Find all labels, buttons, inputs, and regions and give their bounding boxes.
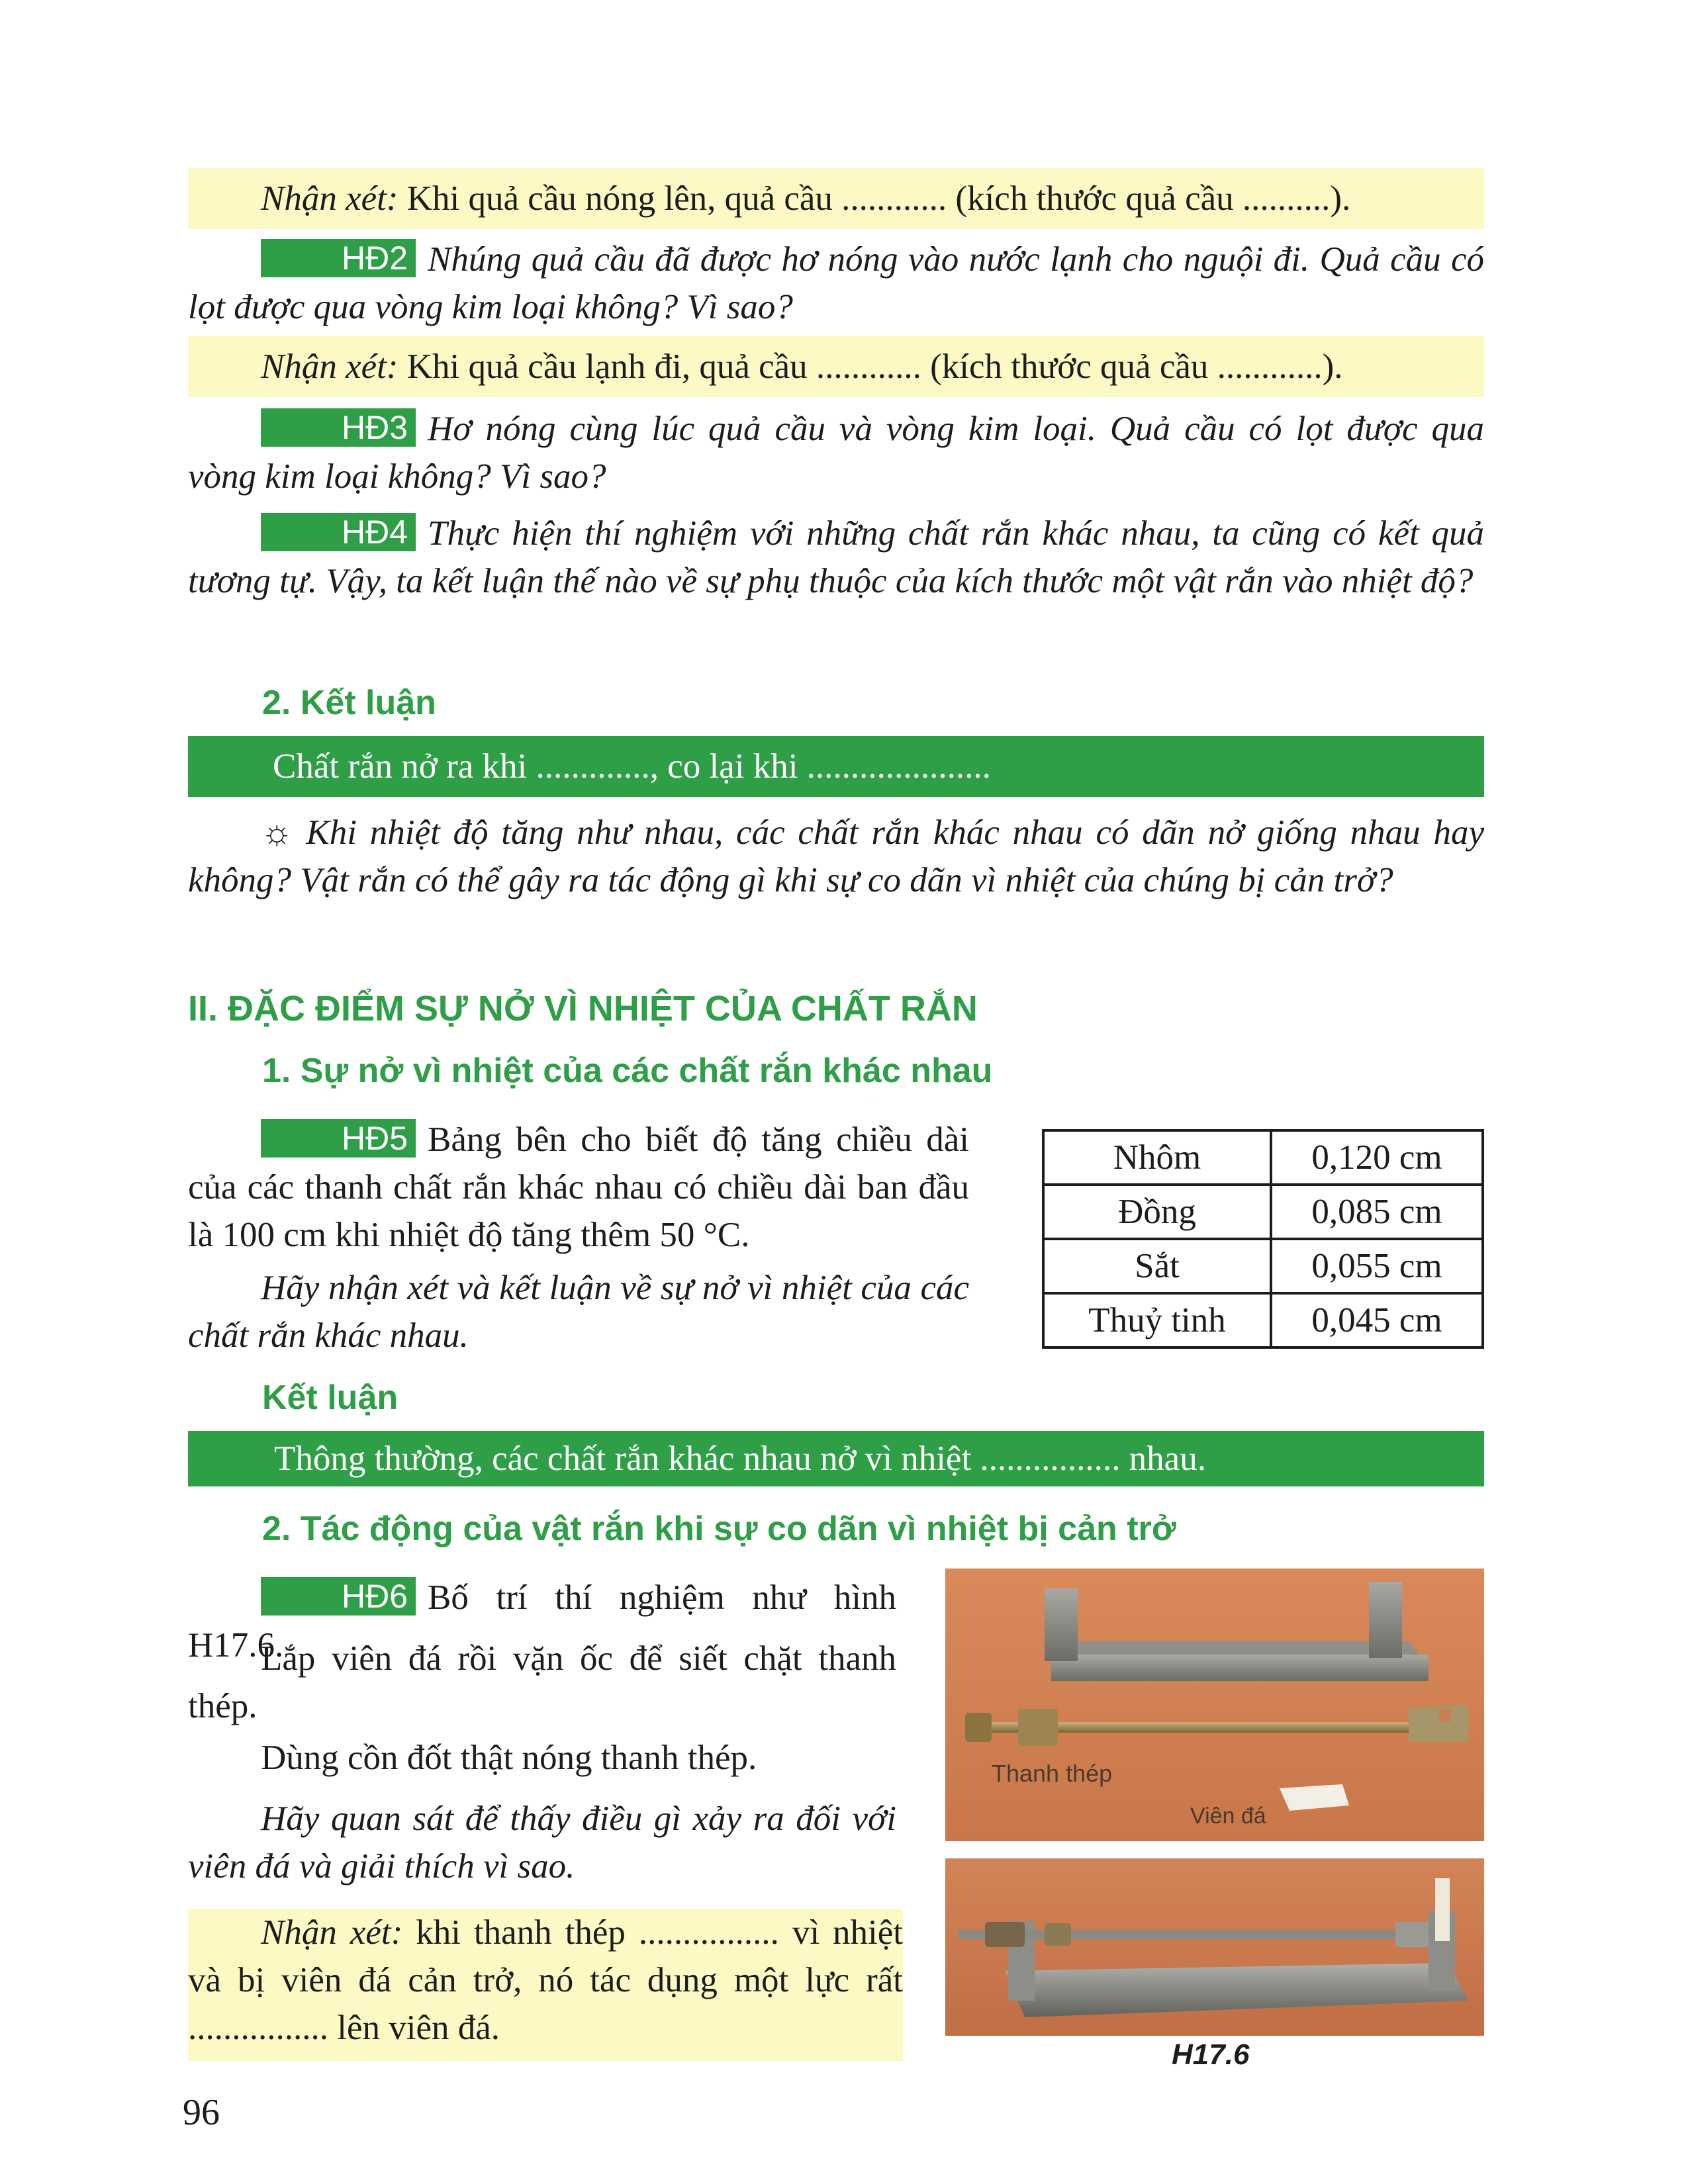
note-cold-ball [188,336,1484,397]
material-cell: Đồng [1043,1185,1271,1239]
table-row [1043,1130,1483,1185]
question-text: Khi nhiệt độ tăng như nhau, các chất rắn khác nhau có dãn nở giống nhau hay không? Vật rắn có thể gây ra tác động gì khi sự co dãn vì nhiệt của chúng bị cản trở? [188,813,1484,899]
sun-icon: ☼ [261,813,293,852]
value-cell: 0,055 cm [1271,1239,1483,1293]
material-cell: Nhôm [1043,1130,1271,1185]
hd5-text: Bảng bên cho biết độ tăng chiều dài của các thanh chất rắn khác nhau có chiều dài ban đầu là 100 cm khi nhiệt độ tăng thêm 50 °C. [188,1120,969,1254]
hd6-step2: Dùng cồn đốt thật nóng thanh thép. [261,1739,757,1777]
heading-conclusion-2: 2. Kết luận [262,684,436,722]
conclusion-bar-1: Chất rắn nở ra khi ............., co lại khi ..................... [188,736,1484,797]
table-row [1043,1293,1483,1347]
note-hot-ball [188,168,1484,229]
photo-apparatus-assembled [945,1858,1484,2036]
section-title: II. ĐẶC ĐIỂM SỰ NỞ VÌ NHIỆT CỦA CHẤT RẮN [188,989,978,1028]
hd2-text: Nhúng quả cầu đã được hơ nóng vào nước lạnh cho nguội đi. Quả cầu có lọt được qua vòng kim loại không? Vì sao? [188,240,1484,326]
material-cell: Sắt [1043,1239,1271,1293]
note-label: Nhận xét: [261,179,399,218]
hd6-step1: Lắp viên đá rồi vặn ốc để siết chặt thanh thép. [188,1639,896,1725]
heading-conclusion: Kết luận [262,1379,399,1417]
figure-caption: H17.6 [1172,2038,1250,2071]
hd6-question: Hãy quan sát để thấy điều gì xảy ra đối với viên đá và giải thích vì sao. [188,1799,896,1886]
hd6-badge: HĐ6 [261,1577,416,1615]
hd5-badge: HĐ5 [261,1119,416,1158]
label-steel-rod: Thanh thép [992,1760,1113,1787]
value-cell: 0,120 cm [1271,1130,1483,1185]
table-row [1043,1239,1483,1293]
subheading-1: 1. Sự nở vì nhiệt của các chất rắn khác nhau [262,1052,993,1090]
note-text: Khi quả cầu nóng lên, quả cầu ............ (kích thước quả cầu ..........). [398,179,1351,218]
hd6-text: Bố trí thí nghiệm như hình H17.6. [188,1578,896,1664]
hd4-text: Thực hiện thí nghiệm với những chất rắn khác nhau, ta cũng có kết quả tương tự. Vậy, ta kết luận thế nào về sự phụ thuộc của kích thước một vật rắn vào nhiệt độ? [188,514,1484,600]
hd3-text: Hơ nóng cùng lúc quả cầu và vòng kim loại. Quả cầu có lọt được qua vòng kim loại không? Vì sao? [188,410,1484,496]
hd4-badge: HĐ4 [261,513,416,551]
hd3-badge: HĐ3 [261,408,416,447]
note-text: Khi quả cầu lạnh đi, quả cầu ............ (kích thước quả cầu ............). [398,347,1343,386]
conclusion-bar-2: Thông thường, các chất rắn khác nhau nở vì nhiệt ................ nhau. [188,1431,1484,1486]
note-steel-rod [188,1909,903,2061]
value-cell: 0,085 cm [1271,1185,1483,1239]
activity-hd5 [188,1116,969,1259]
hd5-question: Hãy nhận xét và kết luận về sự nở vì nhiệt của các chất rắn khác nhau. [188,1269,969,1355]
value-cell: 0,045 cm [1271,1293,1483,1347]
note-text: khi thanh thép ................ vì nhiệt và bị viên đá cản trở, nó tác dụng một lực rất ................ lên viên đá. [188,1913,903,2047]
activity-hd2 [188,236,1484,331]
question-paragraph [188,809,1484,904]
apparatus-parts-image [945,1569,1484,1841]
table-row [1043,1185,1483,1239]
activity-hd3 [188,405,1484,500]
label-stone: Viên đá [1190,1803,1266,1829]
subheading-2: 2. Tác động của vật rắn khi sự co dãn vì nhiệt bị cản trở [262,1510,1176,1548]
note-label: Nhận xét: [261,1913,403,1952]
hd2-badge: HĐ2 [261,239,416,277]
apparatus-assembled-image [945,1858,1484,2036]
page-number: 96 [183,2092,220,2133]
expansion-table [1042,1129,1484,1349]
photo-apparatus-parts [945,1569,1484,1841]
activity-hd4 [188,510,1484,605]
material-cell: Thuỷ tinh [1043,1293,1271,1347]
note-label: Nhận xét: [261,347,399,386]
